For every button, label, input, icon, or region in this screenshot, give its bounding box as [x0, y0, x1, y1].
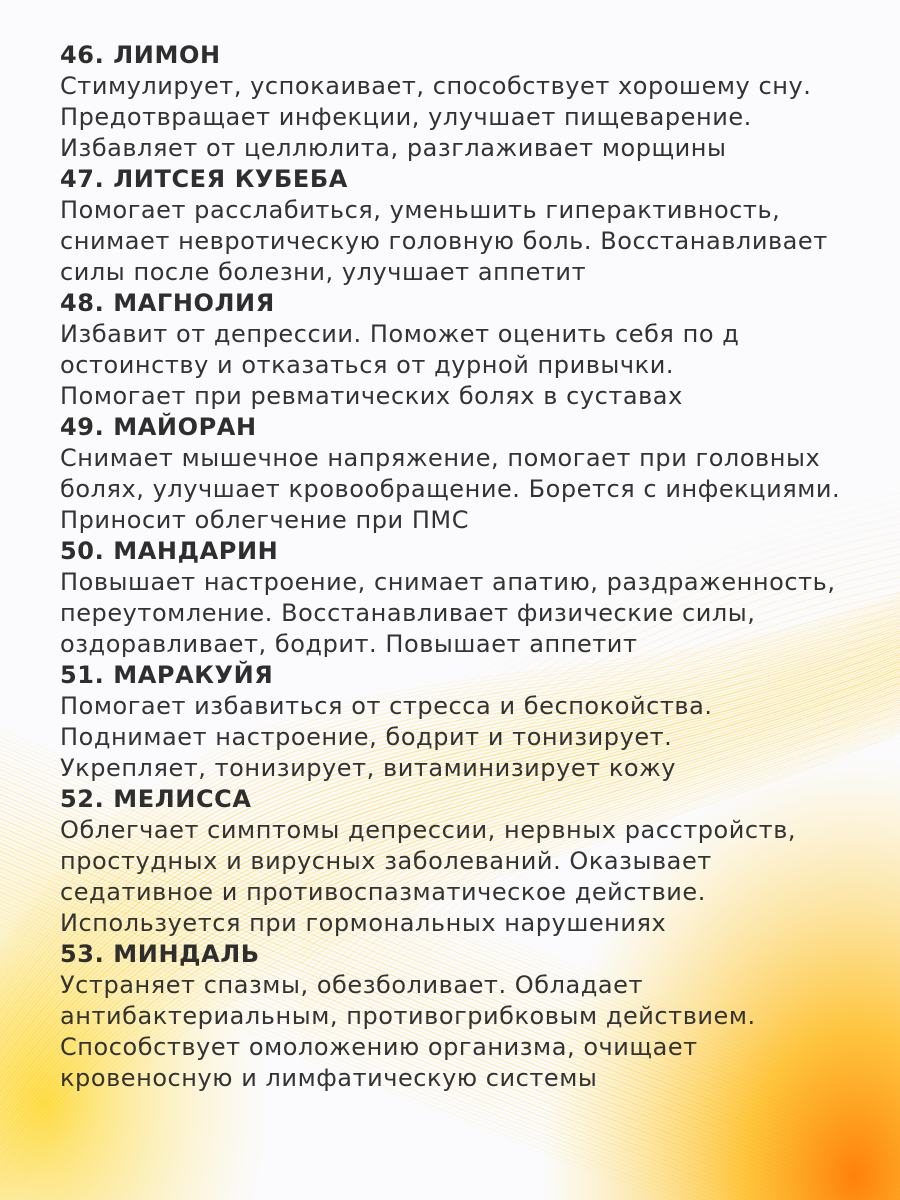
entry-title: 48. МАГНОЛИЯ — [60, 289, 275, 317]
entry-text-line: Повышает настроение, снимает апатию, раздраженность, — [60, 568, 836, 596]
entry-47 — [60, 164, 890, 288]
entry-50 — [60, 536, 890, 660]
entry-46 — [60, 40, 890, 164]
entry-text-line: простудных и вирусных заболеваний. Оказывает — [60, 847, 712, 875]
entry-text-line: седативное и противоспазматическое действие. — [60, 878, 706, 906]
entry-text-line: оздоравливает, бодрит. Повышает аппетит — [60, 630, 638, 658]
entry-title: 53. МИНДАЛЬ — [60, 940, 260, 968]
entry-title: 47. ЛИТСЕЯ КУБЕБА — [60, 165, 348, 193]
entry-text-line: Используется при гормональных нарушениях — [60, 909, 667, 937]
entry-text-line: Облегчает симптомы депрессии, нервных расстройств, — [60, 816, 797, 844]
entry-text-line: переутомление. Восстанавливает физические силы, — [60, 599, 756, 627]
entry-text-line: болях, улучшает кровообращение. Борется с инфекциями. — [60, 475, 841, 503]
entry-text-line: силы после болезни, улучшает аппетит — [60, 258, 587, 286]
entry-text-line: Избавляет от целлюлита, разглаживает морщины — [60, 134, 727, 162]
entry-text-line: антибактериальным, противогрибковым действием. — [60, 1002, 756, 1030]
entry-title: 51. МАРАКУЙЯ — [60, 661, 274, 689]
entry-text-line: Стимулирует, успокаивает, способствует хорошему сну. — [60, 72, 812, 100]
entry-53 — [60, 939, 890, 1094]
entry-title: 52. МЕЛИССА — [60, 785, 252, 813]
entry-title: 46. ЛИМОН — [60, 41, 221, 69]
entry-text-line: Снимает мышечное напряжение, помогает при головных — [60, 444, 821, 472]
entry-52 — [60, 784, 890, 939]
entry-text-line: кровеносную и лимфатическую системы — [60, 1064, 598, 1092]
entry-text-line: Помогает расслабиться, уменьшить гиперактивность, — [60, 196, 781, 224]
entry-text-line: Приносит облегчение при ПМС — [60, 506, 469, 534]
entry-text-line: Способствует омоложению организма, очищает — [60, 1033, 698, 1061]
entry-text-line: Помогает при ревматических болях в суставах — [60, 382, 683, 410]
entry-48 — [60, 288, 890, 412]
entry-text-line: снимает невротическую головную боль. Восстанавливает — [60, 227, 828, 255]
entry-title: 49. МАЙОРАН — [60, 413, 257, 441]
entry-text-line: Помогает избавиться от стресса и беспокойства. — [60, 692, 713, 720]
entry-title: 50. МАНДАРИН — [60, 537, 279, 565]
entry-text-line: Устраняет спазмы, обезболивает. Обладает — [60, 971, 643, 999]
entry-text-line: Избавит от депрессии. Поможет оценить себя по д — [60, 320, 740, 348]
entry-51 — [60, 660, 890, 784]
entry-text-line: Предотвращает инфекции, улучшает пищеварение. — [60, 103, 752, 131]
entry-49 — [60, 412, 890, 536]
entry-text-line: Укрепляет, тонизирует, витаминизирует кожу — [60, 754, 677, 782]
entry-text-line: остоинству и отказаться от дурной привычки. — [60, 351, 675, 379]
aroma-oil-list — [60, 40, 890, 1094]
entry-text-line: Поднимает настроение, бодрит и тонизирует. — [60, 723, 673, 751]
